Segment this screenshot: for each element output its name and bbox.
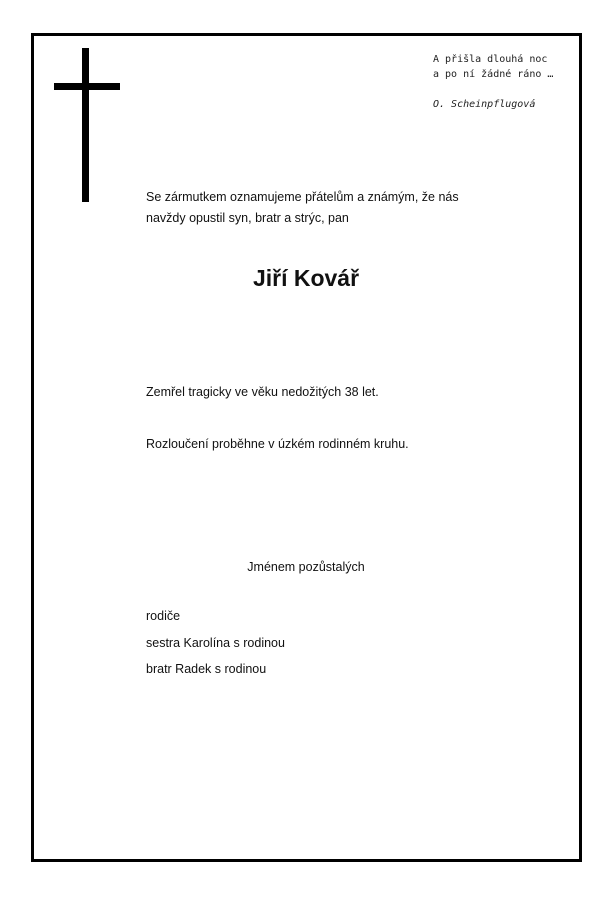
epigraph-line-1: A přišla dlouhá noc <box>433 54 548 65</box>
farewell-notice: Rozloučení proběhne v úzkém rodinném kruhu. <box>146 437 409 451</box>
announcement-line-2: navždy opustil syn, bratr a strýc, pan <box>146 211 349 225</box>
epigraph <box>433 52 553 112</box>
epigraph-line-2: a po ní žádné ráno … <box>433 69 554 80</box>
epigraph-author: O. Scheinpflugová <box>433 99 536 110</box>
list-item: bratr Radek s rodinou <box>146 662 267 676</box>
list-item: sestra Karolína s rodinou <box>146 635 285 650</box>
death-notice: Zemřel tragicky ve věku nedožitých 38 let. <box>146 385 379 399</box>
cross-icon-bar <box>54 83 120 90</box>
signoff: Jménem pozůstalých <box>247 560 365 574</box>
mourners-list <box>146 603 285 683</box>
list-item: rodiče <box>146 609 181 623</box>
cross-icon <box>82 48 89 202</box>
deceased-name: Jiří Kovář <box>252 265 360 291</box>
announcement <box>146 187 459 229</box>
announcement-line-1: Se zármutkem oznamujeme přátelům a známým, že nás <box>146 190 459 204</box>
